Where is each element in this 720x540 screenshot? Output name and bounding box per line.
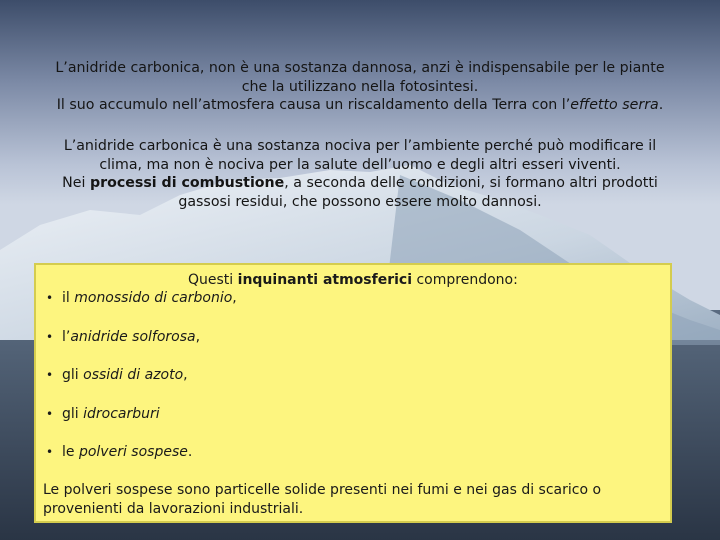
item-post: ,: [183, 367, 188, 383]
list-item: [46, 289, 237, 328]
list-item: [46, 443, 237, 482]
item-pre: le: [62, 444, 79, 460]
block1-line3-pre: Il suo accumulo nell’atmosfera causa un riscaldamento della Terra con l’: [56, 97, 571, 113]
pollutants-info-box: [34, 263, 672, 523]
bullet-icon: •: [46, 291, 54, 305]
block1-line3-post: .: [658, 97, 664, 113]
block1-line1: L’anidride carbonica, non è una sostanza dannosa, anzi è indispensabile per le piante: [55, 60, 665, 76]
effetto-serra-term: effetto serra: [570, 97, 659, 113]
item-pre: gli: [62, 405, 84, 422]
list-item: [46, 328, 237, 367]
pollutants-intro: [188, 272, 518, 288]
item-pre: gli: [62, 367, 84, 383]
item-term: ossidi di azoto: [83, 367, 184, 383]
processi-combustione-term: processi di combustione: [89, 175, 285, 191]
block2-line3: [40, 174, 680, 193]
inquinanti-atmosferici-term: inquinanti atmosferici: [237, 272, 413, 288]
list-item: [46, 405, 237, 444]
bullet-icon: •: [46, 329, 54, 344]
block2-line3-pre: Nei: [62, 175, 90, 191]
item-post: ,: [232, 290, 237, 306]
block2-line2: clima, ma non è nociva per la salute dell’uomo e degli altri esseri viventi.: [99, 156, 621, 173]
block2-line1: L’anidride carbonica è una sostanza nociva per l’ambiente perché può modificare il: [63, 138, 657, 154]
list-item: [46, 366, 237, 405]
polveri-sospese-definition: [43, 481, 643, 519]
intro-pre: Questi: [188, 272, 238, 288]
block1-line2: che la utilizzano nella fotosintesi.: [241, 78, 479, 95]
bullet-icon: •: [46, 406, 54, 421]
bottom-line1: Le polveri sospese sono particelle solide presenti nei fumi e nei gas di scarico o: [43, 482, 602, 498]
item-pre: l’: [62, 328, 71, 345]
block2-line3-post: , a seconda delle condizioni, si formano altri prodotti: [284, 175, 658, 191]
item-pre: il: [62, 290, 75, 306]
block1-line3: [40, 96, 680, 115]
item-term: monossido di carbonio: [74, 290, 233, 306]
intro-post: comprendono:: [412, 272, 518, 288]
item-term: polveri sospese: [78, 444, 188, 460]
pollutants-list: [46, 289, 237, 482]
bullet-icon: •: [46, 368, 54, 382]
text-block-co2-benefits: [40, 59, 680, 115]
item-term: idrocarburi: [83, 405, 160, 422]
bottom-line2: provenienti da lavorazioni industriali.: [43, 501, 304, 517]
text-block-co2-climate: [40, 137, 680, 211]
item-post: .: [187, 444, 193, 460]
bullet-icon: •: [46, 445, 54, 459]
item-term: anidride solforosa: [70, 328, 196, 345]
item-post: ,: [195, 328, 201, 345]
block2-line4: gassosi residui, che possono essere molto dannosi.: [178, 193, 542, 210]
